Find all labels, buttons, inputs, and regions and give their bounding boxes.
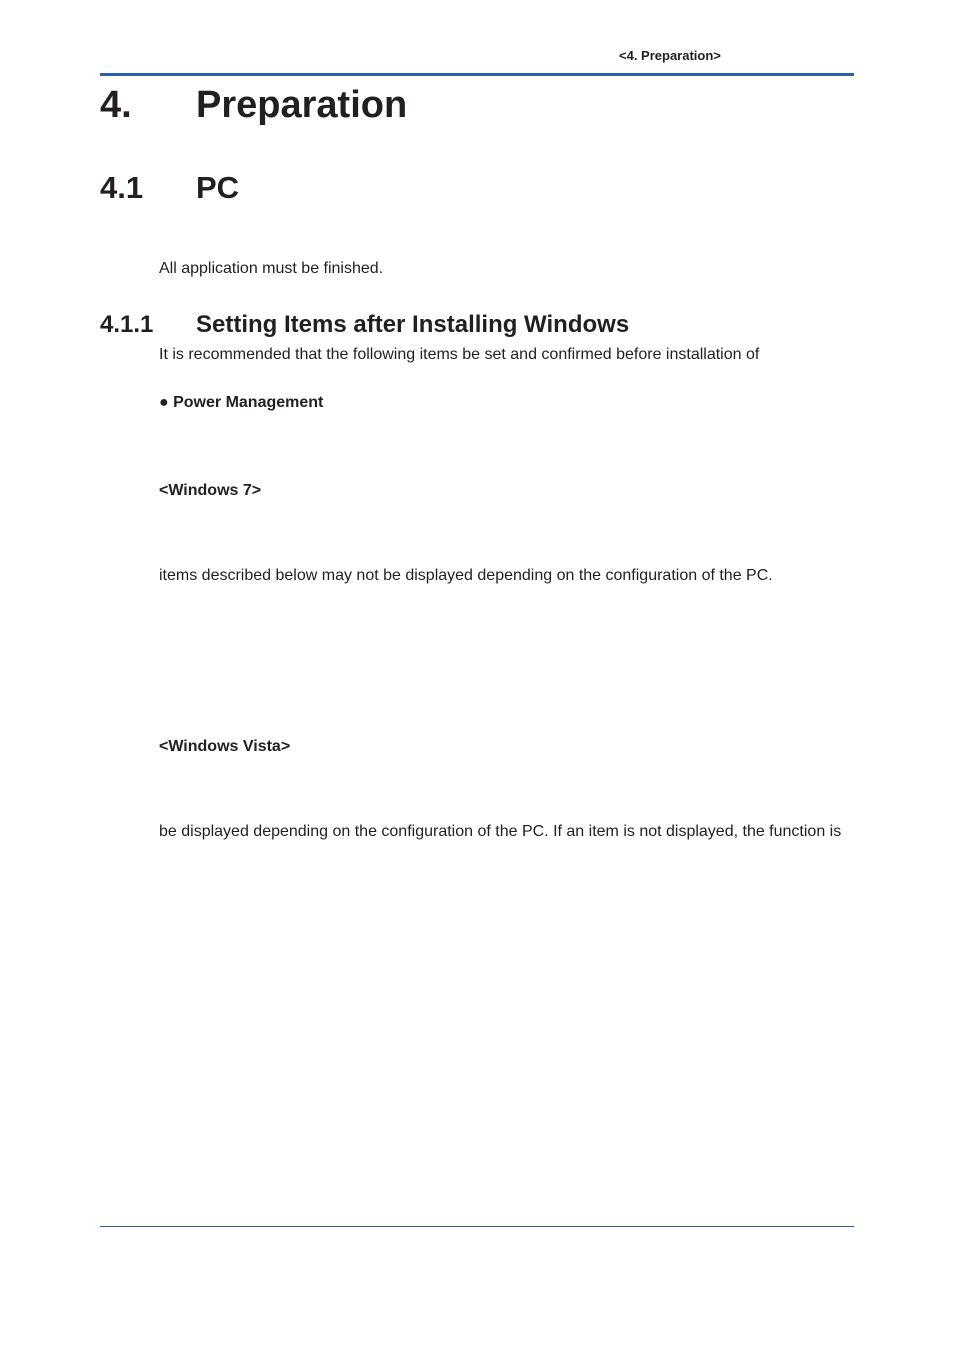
section-number: 4.1 [100, 170, 144, 205]
power-management-heading: ● Power Management [159, 394, 324, 411]
subsection-number: 4.1.1 [100, 311, 154, 338]
running-header: <4. Preparation> [619, 48, 721, 63]
windows-7-note: items described below may not be displayed depending on the configuration of the PC. [159, 567, 773, 584]
subsection-title: Setting Items after Installing Windows [196, 311, 630, 338]
section-heading [100, 168, 240, 208]
windows-vista-note: be displayed depending on the configuration of the PC. If an item is not displayed, the function is [159, 823, 842, 840]
windows-7-label: <Windows 7> [159, 482, 262, 499]
windows-vista-label: <Windows Vista> [159, 738, 291, 755]
recommendation-text: It is recommended that the following items be set and confirmed before installation of [159, 346, 760, 363]
chapter-number: 4. [100, 84, 132, 126]
section-intro-text: All application must be finished. [159, 260, 384, 277]
chapter-title: Preparation [196, 84, 408, 126]
chapter-heading [100, 82, 408, 128]
header-divider [100, 73, 854, 76]
footer-divider [100, 1226, 854, 1227]
subsection-heading [100, 310, 630, 340]
section-title: PC [196, 170, 240, 205]
